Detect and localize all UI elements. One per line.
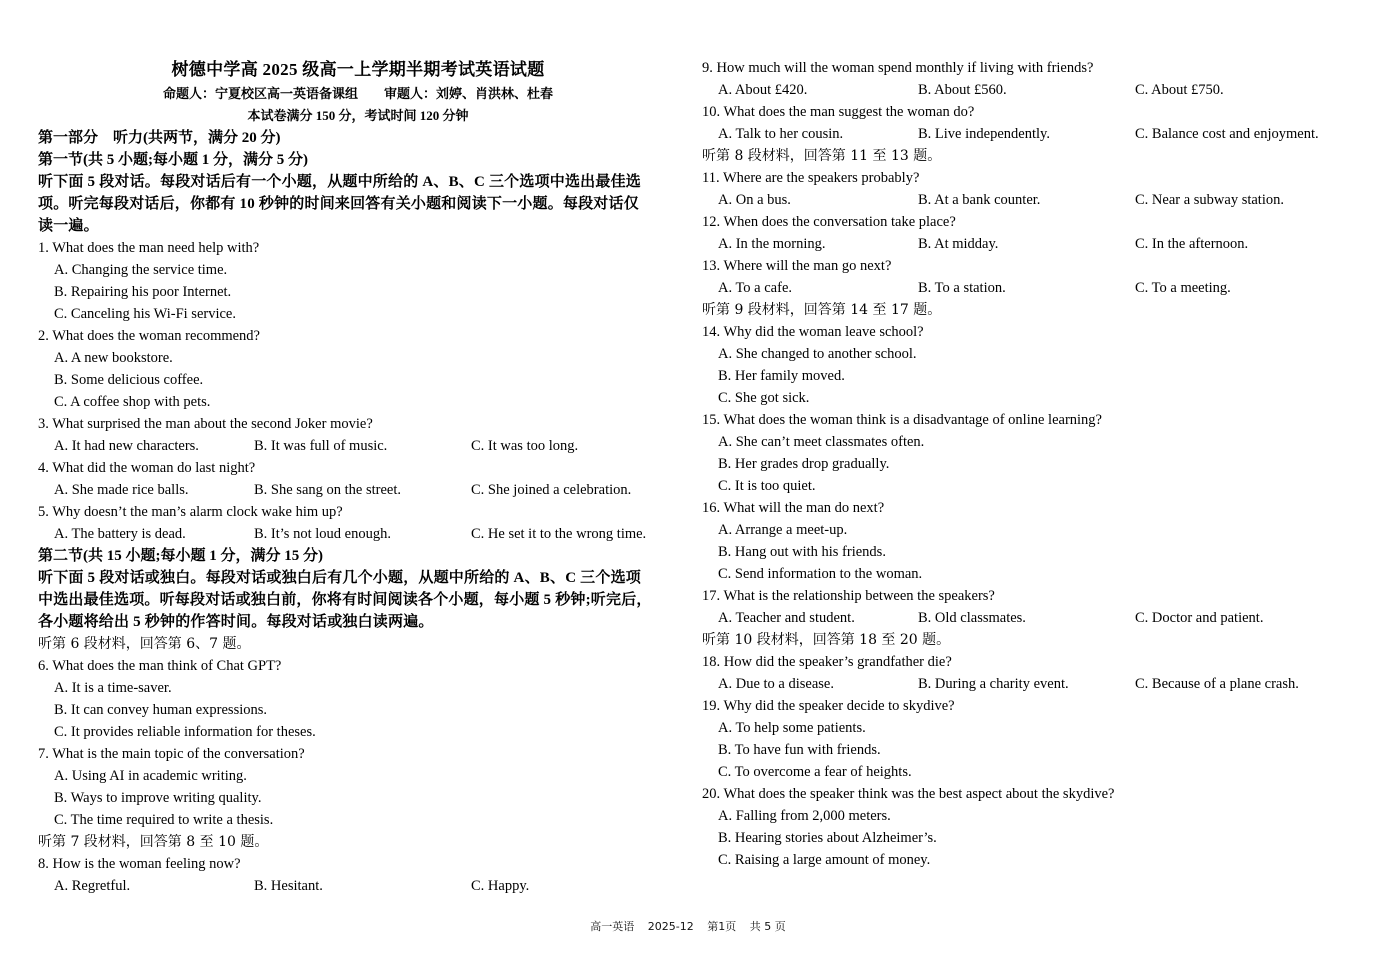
footer-total-pages: 共 5 页 bbox=[749, 920, 786, 933]
question-2-option-b: B. Some delicious coffee. bbox=[54, 372, 204, 388]
question-10-option-c: C. Balance cost and enjoyment. bbox=[1135, 126, 1319, 142]
question-17-options bbox=[702, 607, 1352, 629]
question-14-option-c: C. She got sick. bbox=[718, 390, 810, 406]
question-13-option-b: B. To a station. bbox=[918, 280, 1006, 296]
question-18-options bbox=[702, 673, 1352, 695]
question-18-option-c: C. Because of a plane crash. bbox=[1135, 676, 1299, 692]
question-4-option-b: B. She sang on the street. bbox=[254, 482, 401, 498]
question-1-option-a: A. Changing the service time. bbox=[54, 262, 228, 278]
question-11-option-c: C. Near a subway station. bbox=[1135, 192, 1284, 208]
question-4-option-c: C. She joined a celebration. bbox=[471, 482, 632, 498]
question-4-option-a: A. She made rice balls. bbox=[54, 482, 189, 498]
question-18-option-b: B. During a charity event. bbox=[918, 676, 1069, 692]
question-1-stem: 1. What does the man need help with? bbox=[38, 240, 260, 256]
exam-title: 树德中学高 2025 级高一上学期半期考试英语试题 bbox=[171, 60, 545, 79]
footer-subject: 高一英语 bbox=[590, 920, 635, 933]
question-1-option-b: B. Repairing his poor Internet. bbox=[54, 284, 232, 300]
question-17-option-a: A. Teacher and student. bbox=[718, 610, 855, 626]
question-20-option-b: B. Hearing stories about Alzheimer’s. bbox=[718, 830, 937, 846]
question-9-option-c: C. About £750. bbox=[1135, 82, 1224, 98]
question-12-stem: 12. When does the conversation take place? bbox=[702, 214, 956, 230]
section2-heading: 第二节(共 15 小题;每小题 1 分，满分 15 分) bbox=[38, 548, 323, 564]
question-11-stem: 11. Where are the speakers probably? bbox=[702, 170, 920, 186]
section2-instructions-line: 各小题将给出 5 秒钟的作答时间。每段对话或独白读两遍。 bbox=[38, 614, 434, 630]
question-4-stem: 4. What did the woman do last night? bbox=[38, 460, 256, 476]
question-16-option-b: B. Hang out with his friends. bbox=[718, 544, 886, 560]
question-13-option-c: C. To a meeting. bbox=[1135, 280, 1231, 296]
question-16-option-a: A. Arrange a meet-up. bbox=[718, 522, 848, 538]
section1-instructions-line: 听下面 5 段对话。每段对话后有一个小题，从题中所给的 A、B、C 三个选项中选出最佳选 bbox=[38, 174, 641, 190]
question-10-option-a: A. Talk to her cousin. bbox=[718, 126, 844, 142]
question-5-stem: 5. Why doesn’t the man’s alarm clock wake him up? bbox=[38, 504, 343, 520]
part1-heading: 第一部分 听力(共两节，满分 20 分) bbox=[38, 130, 281, 146]
question-8-option-a: A. Regretful. bbox=[54, 878, 131, 894]
question-15-option-c: C. It is too quiet. bbox=[718, 478, 816, 494]
question-19-option-c: C. To overcome a fear of heights. bbox=[718, 764, 912, 780]
question-7-option-a: A. Using AI in academic writing. bbox=[54, 768, 247, 784]
question-7-option-b: B. Ways to improve writing quality. bbox=[54, 790, 262, 806]
question-2-option-a: A. A new bookstore. bbox=[54, 350, 173, 366]
exam-authors: 命题人：宁夏校区高一英语备课组 审题人：刘婷、肖洪林、杜春 bbox=[162, 86, 553, 101]
question-19-stem: 19. Why did the speaker decide to skydive? bbox=[702, 698, 955, 714]
question-7-stem: 7. What is the main topic of the conversation? bbox=[38, 746, 305, 762]
question-8-options bbox=[38, 875, 678, 897]
question-13-option-a: A. To a cafe. bbox=[718, 280, 793, 296]
section2-instructions-line: 听下面 5 段对话或独白。每段对话或独白后有几个小题，从题中所给的 A、B、C 三个选项 bbox=[38, 570, 641, 586]
question-18-stem: 18. How did the speaker’s grandfather die? bbox=[702, 654, 952, 670]
question-11-option-b: B. At a bank counter. bbox=[918, 192, 1041, 208]
right-column bbox=[702, 57, 1352, 871]
question-8-option-c: C. Happy. bbox=[471, 878, 530, 894]
question-9-stem: 9. How much will the woman spend monthly if living with friends? bbox=[702, 60, 1094, 76]
section2-instructions-line: 中选出最佳选项。听每段对话或独白前，你将有时间阅读各个小题，每小题 5 秒钟;听完后， bbox=[38, 592, 652, 608]
left-column bbox=[38, 57, 678, 897]
section1-heading: 第一节(共 5 小题;每小题 1 分，满分 5 分) bbox=[38, 152, 308, 168]
question-14-stem: 14. Why did the woman leave school? bbox=[702, 324, 924, 340]
question-12-option-b: B. At midday. bbox=[918, 236, 999, 252]
footer-date: 2025-12 bbox=[647, 920, 694, 933]
section1-instructions-line: 读一遍。 bbox=[38, 218, 99, 234]
question-8-option-b: B. Hesitant. bbox=[254, 878, 323, 894]
question-15-option-b: B. Her grades drop gradually. bbox=[718, 456, 890, 472]
question-18-option-a: A. Due to a disease. bbox=[718, 676, 834, 692]
question-20-option-a: A. Falling from 2,000 meters. bbox=[718, 808, 891, 824]
question-16-option-c: C. Send information to the woman. bbox=[718, 566, 923, 582]
question-3-option-a: A. It had new characters. bbox=[54, 438, 199, 454]
section1-instructions-line: 项。听完每段对话后，你都有 10 秒钟的时间来回答有关小题和阅读下一小题。每段对话仅 bbox=[38, 196, 639, 212]
question-5-options bbox=[38, 523, 678, 545]
question-10-stem: 10. What does the man suggest the woman do? bbox=[702, 104, 975, 120]
question-6-option-c: C. It provides reliable information for theses. bbox=[54, 724, 316, 740]
question-3-option-b: B. It was full of music. bbox=[254, 438, 388, 454]
question-16-stem: 16. What will the man do next? bbox=[702, 500, 885, 516]
question-5-option-a: A. The battery is dead. bbox=[54, 526, 186, 542]
question-14-option-b: B. Her family moved. bbox=[718, 368, 845, 384]
material-7-note: 听第 7 段材料，回答第 8 至 10 题。 bbox=[38, 834, 269, 850]
material-10-note: 听第 10 段材料，回答第 18 至 20 题。 bbox=[702, 632, 951, 648]
material-9-note: 听第 9 段材料，回答第 14 至 17 题。 bbox=[702, 302, 942, 318]
question-4-options bbox=[38, 479, 678, 501]
exam-info: 本试卷满分 150 分，考试时间 120 分钟 bbox=[247, 108, 469, 123]
question-9-option-b: B. About £560. bbox=[918, 82, 1007, 98]
question-10-option-b: B. Live independently. bbox=[918, 126, 1050, 142]
material-8-note: 听第 8 段材料，回答第 11 至 13 题。 bbox=[702, 148, 942, 164]
question-12-option-c: C. In the afternoon. bbox=[1135, 236, 1249, 252]
question-20-option-c: C. Raising a large amount of money. bbox=[718, 852, 931, 868]
question-1-option-c: C. Canceling his Wi-Fi service. bbox=[54, 306, 236, 322]
question-19-option-b: B. To have fun with friends. bbox=[718, 742, 881, 758]
material-6-note: 听第 6 段材料，回答第 6、7 题。 bbox=[38, 636, 251, 652]
question-9-option-a: A. About £420. bbox=[718, 82, 808, 98]
exam-header bbox=[38, 57, 678, 127]
question-6-stem: 6. What does the man think of Chat GPT? bbox=[38, 658, 282, 674]
question-2-stem: 2. What does the woman recommend? bbox=[38, 328, 260, 344]
question-5-option-b: B. It’s not loud enough. bbox=[254, 526, 391, 542]
question-15-stem: 15. What does the woman think is a disadvantage of online learning? bbox=[702, 412, 1102, 428]
question-12-option-a: A. In the morning. bbox=[718, 236, 826, 252]
question-13-options bbox=[702, 277, 1352, 299]
question-17-stem: 17. What is the relationship between the speakers? bbox=[702, 588, 995, 604]
question-5-option-c: C. He set it to the wrong time. bbox=[471, 526, 647, 542]
question-8-stem: 8. How is the woman feeling now? bbox=[38, 856, 241, 872]
question-6-option-a: A. It is a time-saver. bbox=[54, 680, 172, 696]
question-20-stem: 20. What does the speaker think was the best aspect about the skydive? bbox=[702, 786, 1115, 802]
page-footer bbox=[0, 918, 1376, 934]
question-6-option-b: B. It can convey human expressions. bbox=[54, 702, 268, 718]
question-13-stem: 13. Where will the man go next? bbox=[702, 258, 892, 274]
question-7-option-c: C. The time required to write a thesis. bbox=[54, 812, 274, 828]
question-14-option-a: A. She changed to another school. bbox=[718, 346, 917, 362]
question-12-options bbox=[702, 233, 1352, 255]
question-15-option-a: A. She can’t meet classmates often. bbox=[718, 434, 925, 450]
question-10-options bbox=[702, 123, 1352, 145]
question-17-option-b: B. Old classmates. bbox=[918, 610, 1026, 626]
question-19-option-a: A. To help some patients. bbox=[718, 720, 866, 736]
question-2-option-c: C. A coffee shop with pets. bbox=[54, 394, 211, 410]
question-17-option-c: C. Doctor and patient. bbox=[1135, 610, 1264, 626]
question-3-options bbox=[38, 435, 678, 457]
question-11-option-a: A. On a bus. bbox=[718, 192, 791, 208]
question-3-option-c: C. It was too long. bbox=[471, 438, 579, 454]
question-11-options bbox=[702, 189, 1352, 211]
question-9-options bbox=[702, 79, 1352, 101]
footer-page-number: 第1页 bbox=[707, 920, 737, 933]
question-3-stem: 3. What surprised the man about the second Joker movie? bbox=[38, 416, 373, 432]
